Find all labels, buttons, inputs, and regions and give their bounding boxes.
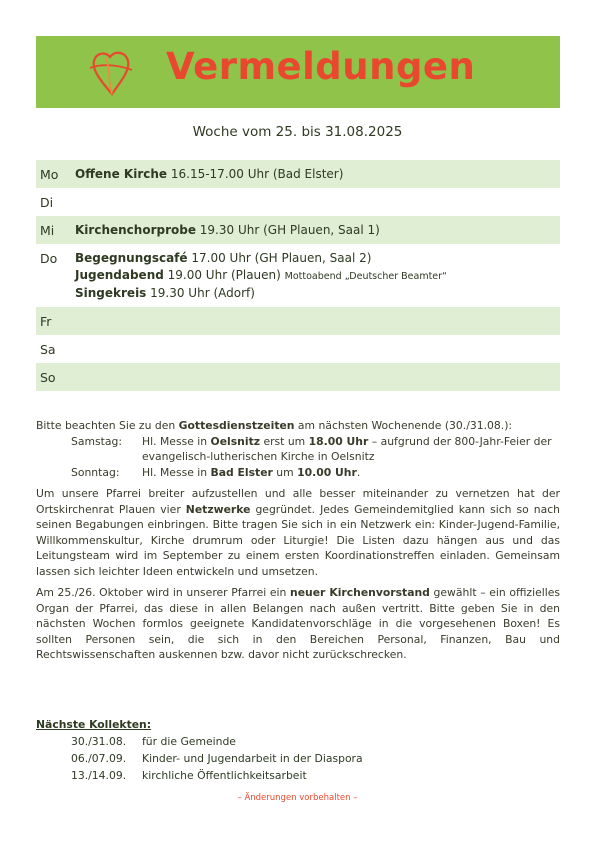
event-detail: 17.00 Uhr (GH Plauen, Saal 2): [187, 251, 372, 265]
text: Hl. Messe in: [142, 465, 211, 479]
text: – aufgrund der 800-Jahr-Feier der evangelisch-lutherischen Kirche in Oelsnitz: [142, 434, 552, 463]
networks-paragraph: [36, 486, 560, 579]
saturday-label: Samstag:: [71, 434, 122, 448]
collection-purpose: Kinder- und Jugendarbeit in der Diaspora: [142, 752, 363, 765]
emphasis: Bad Elster: [210, 465, 273, 479]
saturday-mass: [36, 434, 560, 465]
schedule-row-fr: [36, 307, 560, 335]
day-label: Mo: [40, 167, 59, 182]
page-title: Vermeldungen: [166, 45, 476, 88]
collections-section: [36, 716, 560, 784]
collection-purpose: für die Gemeinde: [142, 735, 236, 748]
event-detail: 16.15-17.00 Uhr (Bad Elster): [167, 167, 344, 181]
event: [75, 285, 560, 302]
day-label: Do: [40, 251, 58, 266]
schedule-row-di: [36, 188, 560, 216]
emphasis: neuer Kirchenvorstand: [290, 586, 430, 599]
event-note: Mottoabend „Deutscher Beamter“: [284, 271, 447, 282]
header-banner: [36, 36, 560, 108]
event: [75, 250, 560, 267]
collections-heading: Nächste Kollekten:: [36, 718, 152, 731]
day-label: Fr: [40, 314, 52, 329]
day-label: So: [40, 370, 56, 385]
event-name: Offene Kirche: [75, 167, 168, 181]
emphasis: Netzwerke: [185, 502, 251, 516]
text: Bitte beachten Sie zu den: [36, 419, 179, 432]
event-name: Kirchenchorprobe: [75, 223, 196, 237]
schedule-row-mi: [36, 216, 560, 244]
event: [75, 267, 560, 285]
event-name: Begegnungscafé: [75, 251, 188, 265]
church-board-paragraph: [36, 585, 560, 663]
collection-date: 13./14.09.: [71, 769, 127, 782]
collection-purpose: kirchliche Öffentlichkeitsarbeit: [142, 769, 307, 782]
day-label: Mi: [40, 223, 55, 238]
text: am nächsten Wochenende (30./31.08.):: [294, 419, 513, 432]
collection-item: [36, 733, 560, 750]
text: gegründet. Jedes Gemeindemitglied kann sich so nach seinen Begabungen einbringen. Bitte tragen Sie sich in ein Netzwerk ein: Kinder-Jugend-Familie, Willkommenskultur, Kirche drumrum oder Liturgie! Die Listen dazu hängen aus und das Leitungsteam wird im September zu einem ersten Koordinationstreffen einladen. Gemeinsam lassen sich leichter Ideen entwickeln und umsetzen.: [36, 502, 560, 578]
text: Hl. Messe in: [142, 434, 211, 448]
collection-date: 06./07.09.: [71, 752, 127, 765]
event-name: Jugendabend: [75, 268, 164, 282]
text: Um unsere Pfarrei breiter aufzustellen und alle besser miteinander zu vernetzen hat der Ortskirchenrat Plauen vier: [36, 487, 560, 516]
mass-times-intro: [36, 418, 560, 434]
event-detail: 19.30 Uhr (GH Plauen, Saal 1): [195, 223, 380, 237]
weekly-schedule: [36, 160, 560, 391]
collection-item: [36, 767, 560, 784]
day-label: Sa: [40, 342, 56, 357]
emphasis: 10.00 Uhr: [297, 465, 357, 479]
event-detail: 19.30 Uhr (Adorf): [146, 286, 255, 300]
emphasis: Oelsnitz: [210, 434, 261, 448]
day-label: Di: [40, 195, 54, 210]
collection-date: 30./31.08.: [71, 735, 127, 748]
emphasis: Gottesdienstzeiten: [178, 419, 295, 432]
event-detail: 19.00 Uhr (Plauen): [163, 268, 285, 282]
schedule-row-mo: [36, 160, 560, 188]
schedule-row-sa: [36, 335, 560, 363]
heart-pin-logo-icon: [86, 44, 138, 100]
schedule-row-so: [36, 363, 560, 391]
schedule-row-do: [36, 244, 560, 307]
event-name: Singekreis: [75, 286, 147, 300]
sunday-mass: [36, 465, 560, 481]
text: gewählt – ein offizielles Organ der Pfarrei, das diese in allen Belangen nach außen vertritt. Bitte geben Sie in den nächsten Wochen formlos geeignete Kandidatenvorschläge in die vorgesehenen Boxen! Es sollten Personen sein, die sich in den Bereichen Personal, Finanzen, Bau und Rechtswissenschaften auskennen bzw. davor nicht zurückschrecken.: [36, 586, 560, 661]
text: Am 25./26. Oktober wird in unserer Pfarrei ein: [36, 586, 291, 599]
text: erst um: [260, 434, 309, 448]
week-label: Woche vom 25. bis 31.08.2025: [192, 124, 403, 140]
event: [75, 166, 560, 183]
collection-item: [36, 750, 560, 767]
announcements-body: [36, 418, 560, 663]
event: [75, 222, 560, 239]
emphasis: 18.00 Uhr: [308, 434, 369, 448]
text: .: [356, 465, 361, 479]
sunday-label: Sonntag:: [71, 465, 120, 479]
footer-note: – Änderungen vorbehalten –: [237, 793, 358, 803]
text: um: [272, 465, 298, 479]
